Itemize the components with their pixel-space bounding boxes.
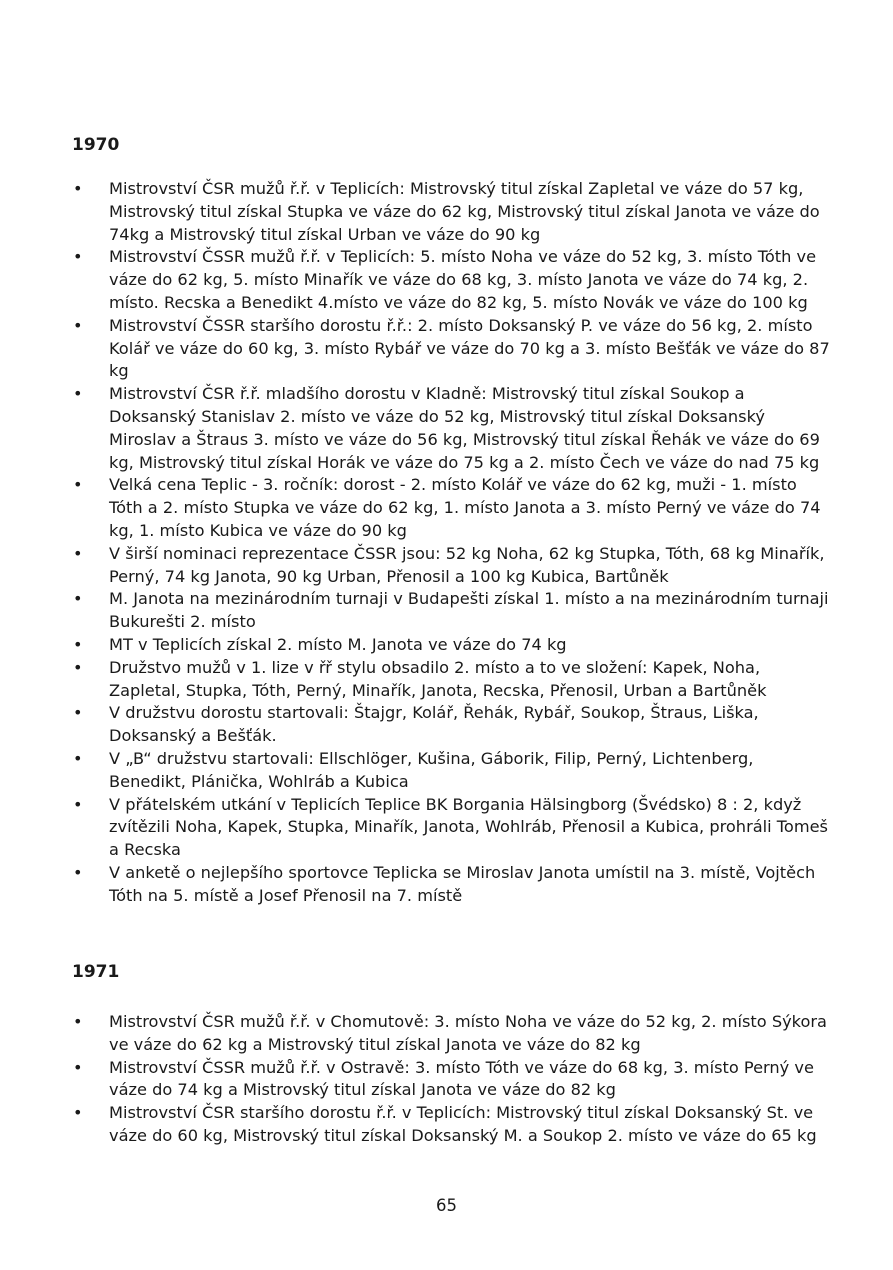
list-item [72,862,834,908]
bullet-icon: • [73,179,83,198]
list-item-text: M. Janota na mezinárodním turnaji v Budapešti získal 1. místo a na mezinárodním turnaji Bukurešti 2. místo [109,589,829,632]
bullet-icon: • [73,315,83,335]
list-item-text: V přátelském utkání v Teplicích Teplice BK Borgania Hälsingborg (Švédsko) 8 : 2, když zvítězili Noha, Kapek, Stupka, Minařík, Janota, Wohlráb, Přenosil a Kubica, prohráli Tomeš a Recska [109,794,828,860]
list-item-text: Mistrovství ČSR mužů ř.ř. v Teplicích: Mistrovský titul získal Zapletal ve váze do 57 kg, Mistrovský titul získal Stupka ve váze do 62 kg, Mistrovský titul získal Janota ve váze do 74kg a Mistrovský titul získal Urban ve váze do 90 kg [109,179,820,244]
bullet-icon: • [73,862,83,882]
list-item-text: Velká cena Teplic - 3. ročník: dorost - 2. místo Kolář ve váze do 62 kg, muži - 1. místo Tóth a 2. místo Stupka ve váze do 62 kg, 1. místo Janota a 3. místo Perný ve váze do 74 kg, 1. místo Kubica ve váze do 90 kg [109,475,821,540]
year-heading-1970: 1970 [72,135,120,155]
list-item-text: V širší nominaci reprezentace ČSSR jsou: 52 kg Noha, 62 kg Stupka, Tóth, 68 kg Minařík, Perný, 74 kg Janota, 90 kg Urban, Přenosil a 100 kg Kubica, Bartůněk [109,543,825,586]
list-item [72,588,834,634]
list-item [72,383,834,474]
list-item [72,1011,834,1057]
bullet-icon: • [73,1012,83,1031]
list-item-text: V družstvu dorostu startovali: Štajgr, Kolář, Řehák, Rybář, Soukop, Štraus, Liška, Doksanský a Bešťák. [109,703,759,746]
bullet-icon: • [73,589,83,609]
list-item-text: MT v Teplicích získal 2. místo M. Janota ve váze do 74 kg [109,634,567,654]
list-item-text: Družstvo mužů v 1. lize v řř stylu obsadilo 2. místo a to ve složení: Kapek, Noha, Zapletal, Stupka, Tóth, Perný, Minařík, Janota, Recska, Přenosil, Urban a Bartůněk [109,657,767,700]
list-item-text: V „B“ družstvu startovali: Ellschlöger, Kušina, Gáborik, Filip, Perný, Lichtenberg, Benedikt, Plánička, Wohlráb a Kubica [109,748,754,791]
bullet-icon: • [73,794,83,814]
list-item [72,178,834,246]
events-list-1970 [72,178,834,908]
list-item [72,1057,834,1103]
list-item-text: Mistrovství ČSSR mužů ř.ř. v Teplicích: 5. místo Noha ve váze do 52 kg, 3. místo Tóth ve váze do 62 kg, 5. místo Minařík ve váze do 68 kg, 3. místo Janota ve váze do 74 kg, 2. místo. Recska a Benedikt 4.místo ve váze do 82 kg, 5. místo Novák ve váze do 100 kg [109,247,817,312]
list-item [72,1102,834,1148]
list-item [72,246,834,314]
list-item [72,634,834,657]
list-item [72,474,834,542]
bullet-icon: • [73,1057,83,1077]
page-number: 65 [436,1196,457,1215]
list-item [72,794,834,862]
list-item [72,543,834,589]
list-item-text: Mistrovství ČSSR staršího dorostu ř.ř.: 2. místo Doksanský P. ve váze do 56 kg, 2. místo Kolář ve váze do 60 kg, 3. místo Rybář ve váze do 70 kg a 3. místo Bešťák ve váze do 87 kg [109,315,830,381]
bullet-icon: • [73,703,83,723]
list-item [72,748,834,794]
list-item [72,702,834,748]
bullet-icon: • [73,634,83,654]
bullet-icon: • [73,657,83,677]
bullet-icon: • [73,475,83,495]
list-item-text: Mistrovství ČSR ř.ř. mladšího dorostu v Kladně: Mistrovský titul získal Soukop a Doksanský Stanislav 2. místo ve váze do 52 kg, Mistrovský titul získal Doksanský Miroslav a Štraus 3. místo ve váze do 56 kg, Mistrovský titul získal Řehák ve váze do 69 kg, Mistrovský titul získal Horák ve váze do 75 kg a 2. místo Čech ve váze do nad 75 kg [109,384,820,472]
bullet-icon: • [73,384,83,404]
bullet-icon: • [73,247,83,267]
year-heading-1971: 1971 [72,962,120,982]
list-item-text: Mistrovství ČSR staršího dorostu ř.ř. v Teplicích: Mistrovský titul získal Doksanský St. ve váze do 60 kg, Mistrovský titul získal Doksanský M. a Soukop 2. místo ve váze do 65 kg [109,1103,817,1145]
list-item-text: V anketě o nejlepšího sportovce Teplicka se Miroslav Janota umístil na 3. místě, Vojtěch Tóth na 5. místě a Josef Přenosil na 7. místě [109,862,816,905]
list-item-text: Mistrovství ČSR mužů ř.ř. v Chomutově: 3. místo Noha ve váze do 52 kg, 2. místo Sýkora ve váze do 62 kg a Mistrovský titul získal Janota ve váze do 82 kg [109,1012,827,1054]
bullet-icon: • [73,1103,83,1123]
bullet-icon: • [73,543,83,563]
list-item [72,315,834,383]
bullet-icon: • [73,748,83,768]
list-item [72,657,834,703]
events-list-1971 [72,1011,834,1148]
list-item-text: Mistrovství ČSSR mužů ř.ř. v Ostravě: 3. místo Tóth ve váze do 68 kg, 3. místo Perný ve váze do 74 kg a Mistrovský titul získal Janota ve váze do 82 kg [109,1057,814,1100]
